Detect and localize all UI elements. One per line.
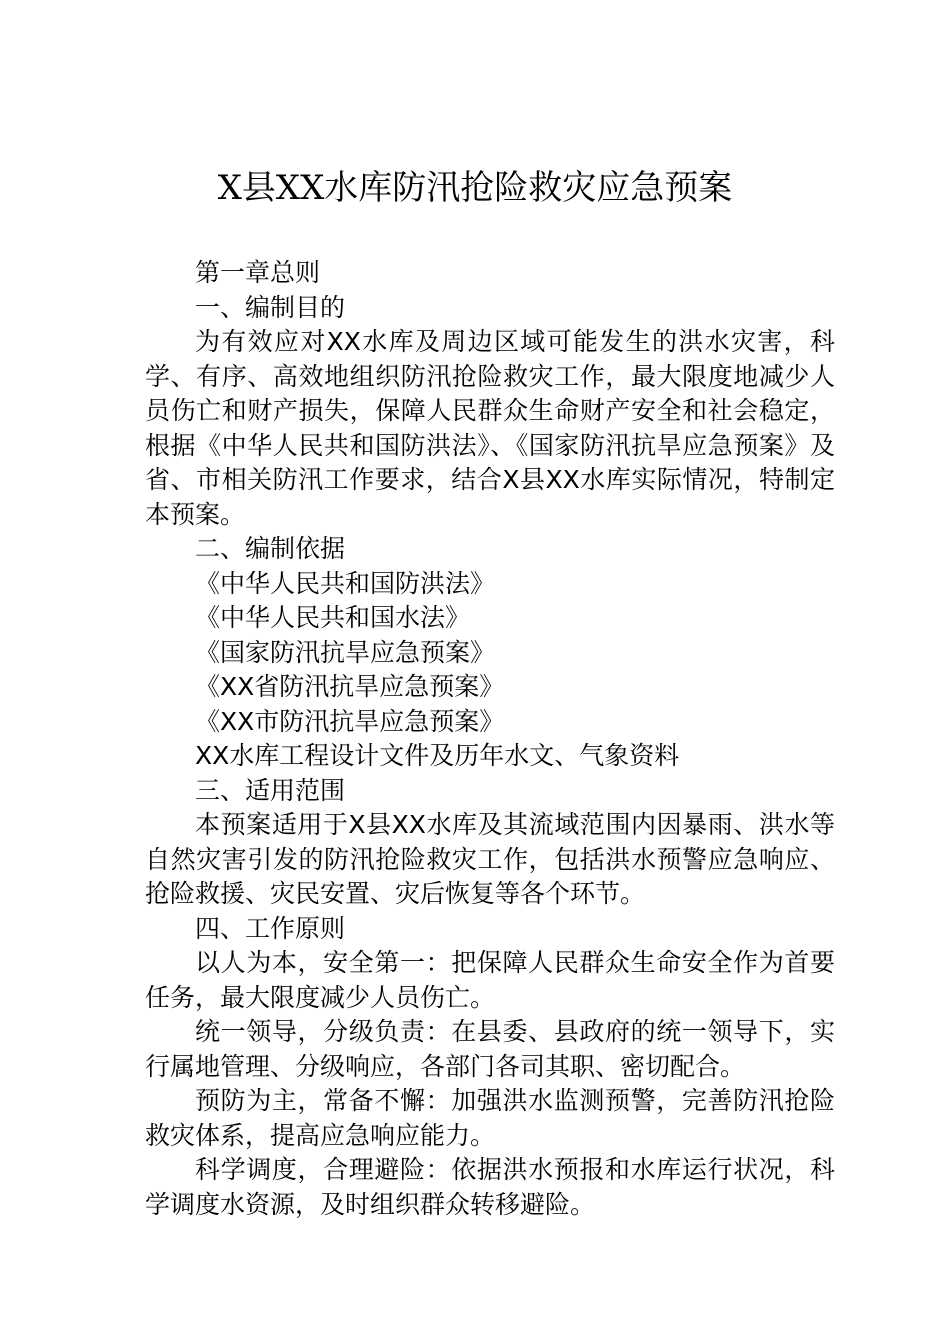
document-body	[145, 256, 835, 1222]
paragraph-purpose: 为有效应对XX水库及周边区域可能发生的洪水灾害，科学、有序、高效地组织防汛抢险救灾工作，最大限度地减少人员伤亡和财产损失，保障人民群众生命财产安全和社会稳定，根据《中华人民共和国防洪法》、《国家防汛抗旱应急预案》及省、市相关防汛工作要求，结合X县XX水库实际情况，特制定本预案。	[145, 327, 835, 529]
section-heading-principles: 四、工作原则	[195, 913, 346, 943]
basis-item: 《国家防汛抗旱应急预案》	[195, 637, 496, 667]
principle-item: 科学调度，合理避险：依据洪水预报和水库运行状况，科学调度水资源，及时组织群众转移避险。	[145, 1155, 835, 1219]
section-heading-basis: 二、编制依据	[195, 534, 346, 563]
basis-item: 《中华人民共和国防洪法》	[195, 568, 496, 598]
principle-item: 统一领导，分级负责：在县委、县政府的统一领导下，实行属地管理、分级响应，各部门各司其职、密切配合。	[145, 1017, 835, 1081]
basis-item: 《中华人民共和国水法》	[195, 603, 471, 632]
section-heading-purpose: 一、编制目的	[195, 292, 346, 322]
paragraph-scope: 本预案适用于X县XX水库及其流域范围内因暴雨、洪水等自然灾害引发的防汛抢险救灾工作，包括洪水预警应急响应、抢险救援、灾民安置、灾后恢复等各个环节。	[145, 810, 835, 908]
principle-item: 预防为主，常备不懈：加强洪水监测预警，完善防汛抢险救灾体系，提高应急响应能力。	[145, 1086, 835, 1150]
basis-item: XX水库工程设计文件及历年水文、气象资料	[195, 741, 680, 770]
basis-item: 《XX市防汛抗旱应急预案》	[195, 706, 505, 736]
document-title: X县XX水库防汛抢险救灾应急预案	[217, 168, 733, 208]
principle-item: 以人为本，安全第一：把保障人民群众生命安全作为首要任务，最大限度减少人员伤亡。	[145, 948, 835, 1012]
section-heading-scope: 三、适用范围	[195, 775, 346, 805]
basis-item: 《XX省防汛抗旱应急预案》	[195, 672, 505, 701]
chapter-heading: 第一章总则	[195, 258, 321, 287]
